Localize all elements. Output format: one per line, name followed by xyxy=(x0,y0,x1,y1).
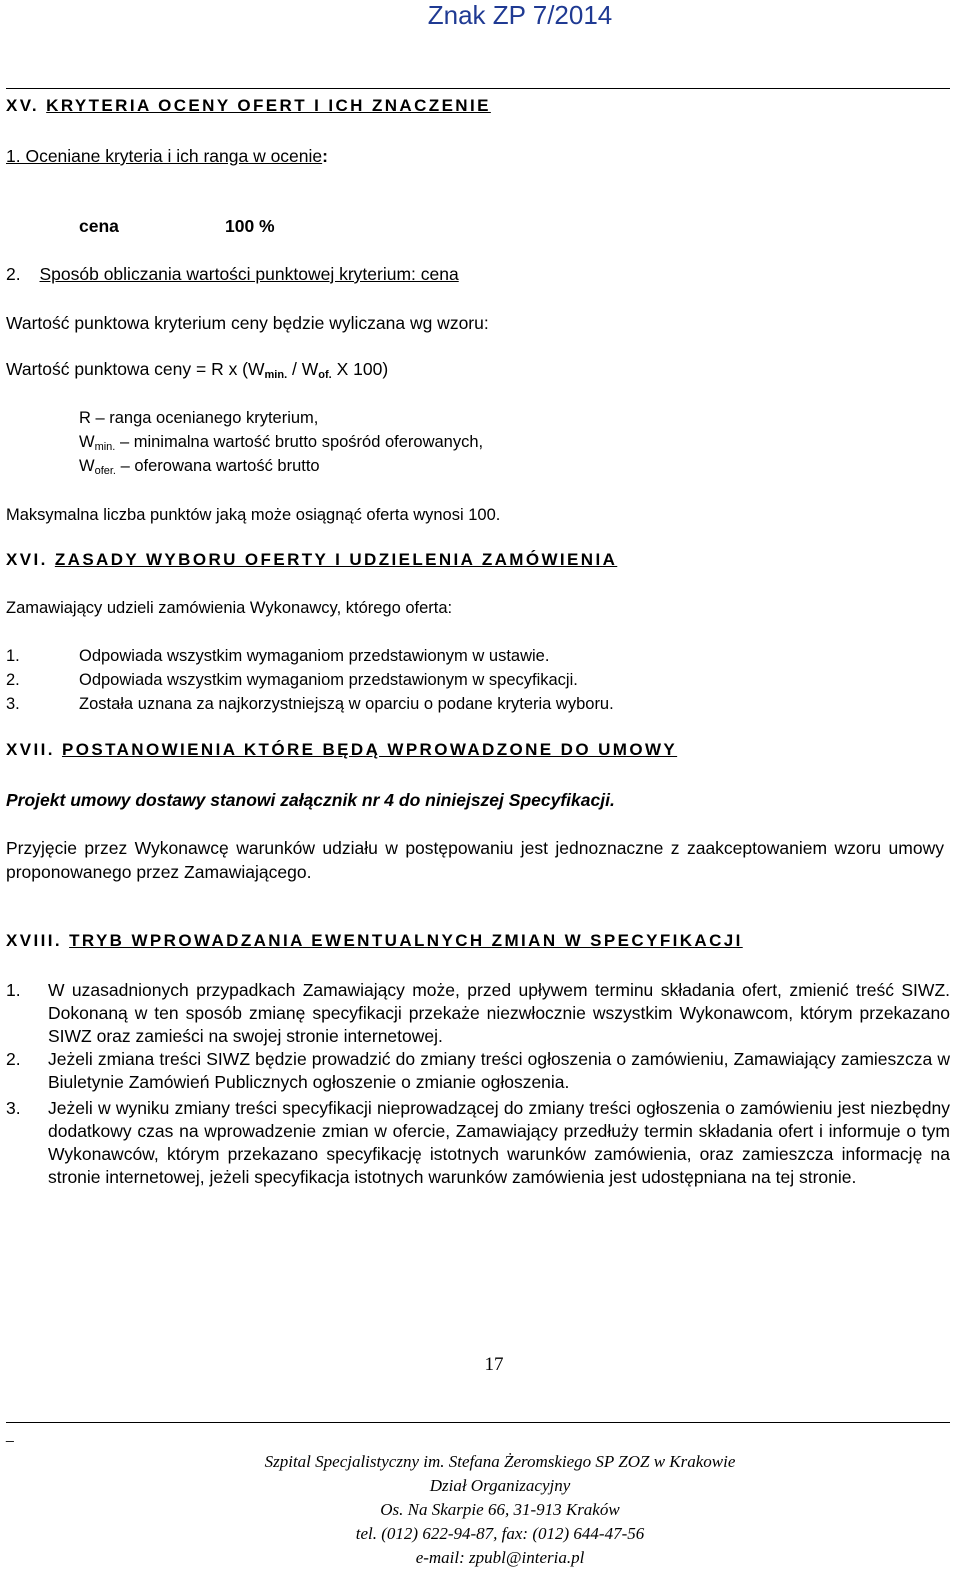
change-procedure-item-1 xyxy=(6,979,950,1048)
max-points-note: Maksymalna liczba punktów jaką może osiągnąć oferta wynosi 100. xyxy=(6,506,501,524)
formula-sub-min: min. xyxy=(264,369,288,381)
header-divider xyxy=(6,88,950,89)
section-xviii-heading xyxy=(6,931,743,951)
footer-email: e-mail: zpubl@interia.pl xyxy=(415,1548,585,1567)
award-condition-1 xyxy=(6,645,550,667)
footer-institution: Szpital Specjalistyczny im. Stefana Żeromskiego SP ZOZ w Krakowie xyxy=(264,1452,736,1471)
change-procedure-item-1-text: W uzasadnionych przypadkach Zamawiający może, przed upływem terminu składania ofert, zmienić treść SIWZ. Dokonaną w ten sposób zmianę specyfikacji przekaże niezwłocznie wszystkim Wykonawcom, którym przekazano SIWZ oraz zamieści na swojej stronie internetowej. xyxy=(48,980,950,1046)
criteria-list-colon: : xyxy=(322,146,328,166)
legend-w-ofer-sub: ofer. xyxy=(94,465,116,477)
legend-w-min-sub: min. xyxy=(94,441,116,453)
award-condition-1-number: 1. xyxy=(6,647,20,665)
formula-part-a: Wartość punktowa ceny = R x (W xyxy=(6,359,265,379)
legend-w-ofer-symbol: W xyxy=(79,457,95,475)
award-condition-2 xyxy=(6,669,578,691)
formula-part-b: / W xyxy=(287,359,319,379)
change-procedure-item-2-text: Jeżeli zmiana treści SIWZ będzie prowadzić do zmiany treści ogłoszenia o zamówieniu, Zamawiający zamieszcza w Biuletynie Zamówień Publicznych ogłoszenie o zmianie ogłoszenia. xyxy=(48,1049,950,1092)
section-xviii-number: XVIII. xyxy=(6,931,62,950)
scoring-method-text: Sposób obliczania wartości punktowej kryterium: cena xyxy=(39,264,459,284)
section-xvii-title: POSTANOWIENIA KTÓRE BĘDĄ WPROWADZONE DO UMOWY xyxy=(61,740,678,759)
criteria-list-intro-text: 1. Oceniane kryteria i ich ranga w ocenie xyxy=(6,146,323,166)
section-xvii-heading xyxy=(6,740,677,760)
contract-attachment-note: Projekt umowy dostawy stanowi załącznik nr 4 do niniejszej Specyfikacji. xyxy=(6,790,615,810)
page-number: 17 xyxy=(484,1354,504,1375)
criteria-list-intro xyxy=(6,145,328,167)
award-intro: Zamawiający udzieli zamówienia Wykonawcy, którego oferta: xyxy=(6,599,453,617)
section-xv-title: KRYTERIA OCENY OFERT I ICH ZNACZENIE xyxy=(46,96,491,115)
section-xviii-title: TRYB WPROWADZANIA EWENTUALNYCH ZMIAN W SPECYFIKACJI xyxy=(69,931,743,950)
change-procedure-item-3-text: Jeżeli w wyniku zmiany treści specyfikacji nieprowadzącej do zmiany treści ogłoszenia o zamówieniu jest niezbędny dodatkowy czas na wprowadzenie zmian w ofercie, Zamawiający przedłuży termin składania ofert i informuje o tym Wykonawców, którym przekazano specyfikację istotnych warunków zamówienia, oraz zamieszcza informację na stronie internetowej, jeżeli specyfikacja istotnych warunków zamówienia jest udostępniana na tej stronie. xyxy=(48,1098,950,1187)
legend-w-min-text: – minimalna wartość brutto spośród oferowanych, xyxy=(115,433,484,451)
formula-part-c: X 100) xyxy=(331,359,389,379)
formula-sub-of: of. xyxy=(318,369,332,381)
award-condition-1-text: Odpowiada wszystkim wymaganiom przedstawionym w ustawie. xyxy=(79,647,550,665)
footer-mark: _ xyxy=(6,1426,14,1442)
footer-phone-fax: tel. (012) 622-94-87, fax: (012) 644-47-56 xyxy=(355,1524,645,1543)
change-procedure-item-3 xyxy=(6,1097,950,1189)
legend-w-min xyxy=(79,431,483,458)
section-xvi-number: XVI. xyxy=(6,550,48,569)
footer-divider xyxy=(6,1422,950,1423)
footer-department: Dział Organizacyjny xyxy=(429,1476,571,1495)
award-condition-3-text: Została uznana za najkorzystniejszą w oparciu o podane kryteria wyboru. xyxy=(79,695,614,713)
formula-line xyxy=(6,358,388,386)
legend-w-min-symbol: W xyxy=(79,433,95,451)
award-condition-3 xyxy=(6,693,614,715)
footer-address: Os. Na Skarpie 66, 31-913 Kraków xyxy=(380,1500,620,1519)
change-procedure-item-2 xyxy=(6,1048,950,1094)
criterion-weight: 100 % xyxy=(225,216,275,236)
legend-r: R – ranga ocenianego kryterium, xyxy=(79,409,319,427)
section-xvi-title: ZASADY WYBORU OFERTY I UDZIELENIA ZAMÓWIENIA xyxy=(54,550,618,569)
section-xvi-heading xyxy=(6,550,617,570)
scoring-method-number: 2. xyxy=(6,264,21,284)
change-procedure-item-2-number: 2. xyxy=(6,1049,21,1069)
change-procedure-item-3-number: 3. xyxy=(6,1098,21,1118)
criterion-name: cena xyxy=(79,216,119,236)
section-xv-heading xyxy=(6,96,491,116)
award-condition-3-number: 3. xyxy=(6,695,20,713)
scoring-method-item xyxy=(6,263,459,285)
change-procedure-item-1-number: 1. xyxy=(6,980,21,1000)
section-xvii-number: XVII. xyxy=(6,740,55,759)
document-reference-title: Znak ZP 7/2014 xyxy=(427,0,613,30)
award-condition-2-number: 2. xyxy=(6,671,20,689)
formula-intro: Wartość punktowa kryterium ceny będzie wyliczana wg wzoru: xyxy=(6,313,489,333)
legend-w-ofer xyxy=(79,455,320,482)
section-xv-number: XV. xyxy=(6,96,40,115)
contract-acceptance-paragraph: Przyjęcie przez Wykonawcę warunków udziału w postępowaniu jest jednoznaczne z zaakceptowaniem wzoru umowy proponowanego przez Zamawiającego. xyxy=(6,838,944,882)
legend-w-ofer-text: – oferowana wartość brutto xyxy=(115,457,320,475)
award-condition-2-text: Odpowiada wszystkim wymaganiom przedstawionym w specyfikacji. xyxy=(79,671,578,689)
